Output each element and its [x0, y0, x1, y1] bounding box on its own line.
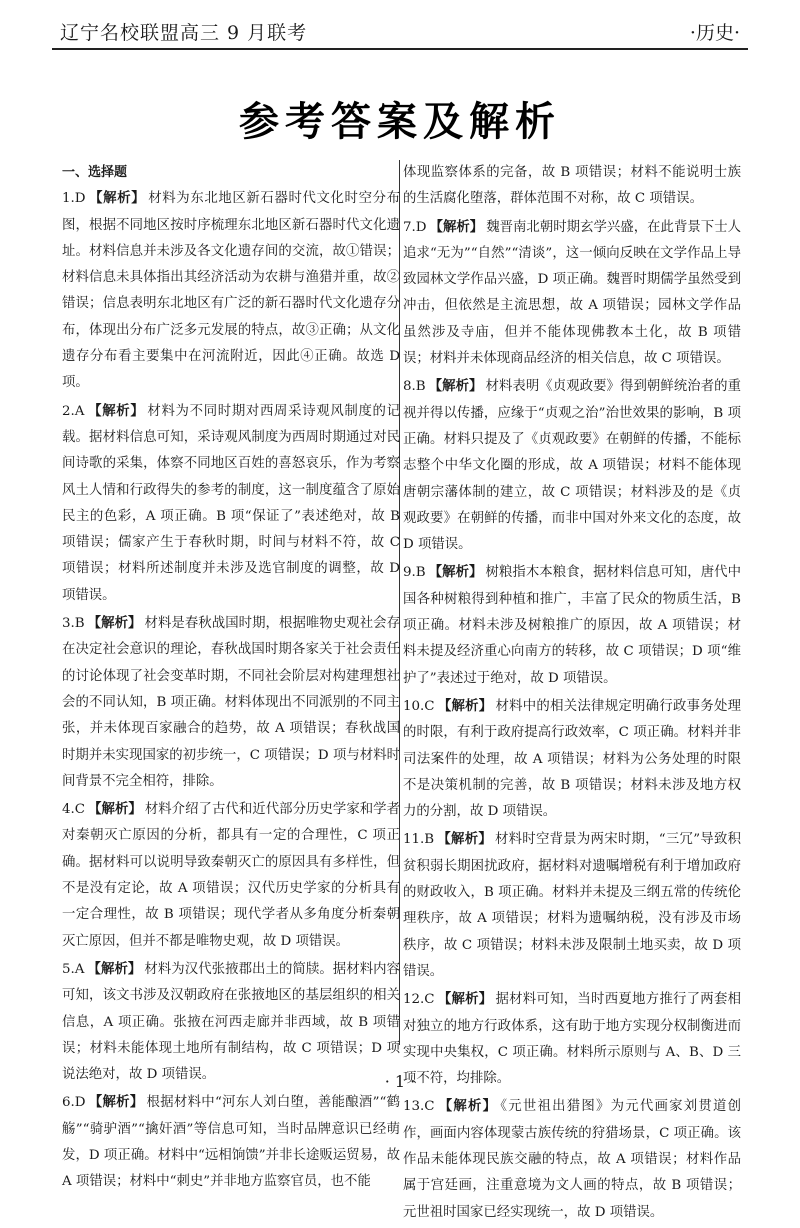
answer-number: 9.B [403, 565, 426, 581]
answer-text: 《元世祖出猎图》为元代画家刘贯道创作，画面内容体现蒙古族传统的狩猎场景，C 项正确。该作品未能体现民族交融的特点，故 A 项错误；材料作品属于宫廷画，注重意境为文人画的特点，故 B 项错误；元世祖时国家已经实现统一，故 D 项错误。 [403, 1099, 741, 1220]
analysis-tag: 【解析】 [88, 802, 142, 818]
answer-text: 材料表明《贞观政要》得到朝鲜统治者的重视并得以传播，应缘于“贞观之治”治世效果的影响，B 项正确。材料只提及了《贞观政要》在朝鲜的传播，不能标志整个中华文化圈的形成，故 A 项错误；材料不能体现唐朝宗藩体制的建立，故 C 项错误；材料涉及的是《贞观政要》在朝鲜的传播，而非中国对外来文化的态度，故 D 项错误。 [403, 379, 742, 553]
answer-item-3 [62, 611, 400, 795]
analysis-tag: 【解析】 [437, 1099, 498, 1115]
answer-text: 魏晋南北朝时期玄学兴盛，在此背景下士人追求“无为”“自然”“清谈”，这一倾向反映在文学作品上导致园林文学作品兴盛，D 项正确。魏晋时期儒学虽然受到冲击，但依然是主流思想，故 A 项错误；园林文学作品虽然涉及寺庙，但并不能体现佛教本土化，故 B 项错误；材料并未体现商品经济的相关信息，故 C 项错误。 [403, 219, 741, 367]
analysis-tag: 【解析】 [437, 992, 493, 1008]
answer-item-8 [403, 374, 741, 558]
analysis-tag: 【解析】 [437, 832, 492, 848]
subject-label: ·历史· [689, 22, 740, 44]
answer-item-5 [62, 957, 400, 1088]
section-heading: 一、选择题 [62, 165, 128, 180]
analysis-tag: 【解析】 [87, 961, 142, 977]
analysis-tag: 【解析】 [429, 219, 484, 235]
answer-number: 3.B [62, 616, 85, 632]
answer-item-11 [403, 827, 741, 985]
answer-number: 10.C [403, 698, 435, 714]
page-title: 参考答案及解析 [239, 99, 561, 145]
answer-text: 材料介绍了古代和近代部分历史学家和学者对秦朝灭亡原因的分析，都具有一定的合理性，C 项正确。据材料可以说明导致秦朝灭亡的原因具有多样性，但不是没有定论，故 A 项错误；汉代历史学家的分析具有一定合理性，故 B 项错误；现代学者从多角度分析秦朝灭亡原因，但并不都是唯物史观，故 D 项错误。 [62, 802, 401, 949]
answer-text-continued: 体现监察体系的完备，故 B 项错误；材料不能说明士族的生活腐化堕落，群体范围不对称，故 C 项错误。 [403, 165, 741, 207]
answer-number: 12.C [403, 992, 435, 1008]
answer-item-4 [62, 797, 400, 955]
answer-number: 4.C [62, 802, 86, 818]
left-column [62, 160, 400, 1198]
analysis-tag: 【解析】 [88, 1095, 144, 1111]
analysis-tag: 【解析】 [87, 616, 142, 632]
page-number: · 1 · [384, 1072, 416, 1091]
answer-text: 材料为东北地区新石器时代文化时空分布图，根据不同地区按时序梳理东北地区新石器时代文化遗址。材料信息并未涉及各文化遗存间的交流，故①错误；材料信息未具体指出其经济活动为农耕与渔猎并重，故②错误；信息表明东北地区有广泛的新石器时代文化遗存分布，体现出分布广泛多元发展的特点，故③正确；从文化遗存分布看主要集中在河流附近，因此④正确。故选 D 项。 [62, 191, 401, 391]
answer-number: 7.D [403, 219, 427, 235]
analysis-tag: 【解析】 [87, 403, 145, 419]
analysis-tag: 【解析】 [88, 191, 146, 207]
answer-item-9 [403, 560, 741, 691]
answer-number: 13.C [403, 1099, 435, 1115]
analysis-tag: 【解析】 [428, 379, 483, 395]
answer-text: 据材料可知，当时西夏地方推行了两套相对独立的地方行政体系，这有助于地方实现分权制衡进而实现中央集权，C 项正确。材料所示原则与 A、B、D 三项不符，均排除。 [403, 992, 742, 1087]
page-header [52, 10, 748, 50]
answer-text: 材料时空背景为两宋时期，“三冗”导致积贫积弱长期困扰政府，据材料对遗嘱增税有利于增加政府的财政收入，B 项正确。材料并未提及三纲五常的传统伦理秩序，故 A 项错误；材料为遗嘱纳税，没有涉及市场秩序，故 C 项错误；材料未涉及限制土地买卖，故 D 项错误。 [403, 832, 741, 979]
exam-title: 辽宁名校联盟高三 9 月联考 [60, 22, 308, 44]
answer-number: 2.A [62, 403, 85, 419]
answer-item-10 [403, 694, 741, 825]
answer-number: 1.D [62, 191, 86, 207]
answer-number: 6.D [62, 1095, 86, 1111]
answer-text: 根据材料中“河东人刘白堕，善能酿酒”“鹤觞”“骑驴酒”“擒奸酒”等信息可知，当时品牌意识已经萌发，D 项正确。材料中“远相饷馈”并非长途贩运贸易，故 A 项错误；材料中“刺史”并非地方监察官员，也不能 [62, 1095, 400, 1190]
right-column [403, 160, 741, 1228]
answer-item-1 [62, 186, 400, 396]
answer-item-7 [403, 215, 741, 373]
answer-item-13 [403, 1094, 741, 1225]
answer-number: 11.B [403, 832, 435, 848]
answer-text: 材料是春秋战国时期，根据唯物史观社会存在决定社会意识的理论，春秋战国时期各家关于社会责任的讨论体现了社会变革时期，不同社会阶层对构建理想社会的不同认知，B 项正确。材料体现出不同派别的不同主张，并未体现百家融合的趋势，故 A 项错误；春秋战国时期并未实现国家的初步统一，C 项错误；D 项与材料时间背景不完全相符，排除。 [62, 616, 401, 789]
answer-text: 树粮指木本粮食，据材料信息可知，唐代中国各种树粮得到种植和推广，丰富了民众的物质生活，B 项正确。材料未涉及树粮推广的原因，故 A 项错误；材料未提及经济重心向南方的转移，故 C 项错误；D 项“维护了”表述过于绝对，故 D 项错误。 [403, 565, 742, 686]
answer-item-6 [62, 1090, 400, 1195]
answer-text: 材料中的相关法律规定明确行政事务处理的时限，有利于政府提高行政效率，C 项正确。材料并非司法案件的处理，故 A 项错误；材料为公务处理的时限不是决策机制的完善，故 B 项错误；材料未涉及地方权力的分割，故 D 项错误。 [403, 698, 742, 820]
answer-text: 材料为汉代张掖郡出土的简牍。据材料内容可知，该文书涉及汉朝政府在张掖地区的基层组织的相关信息，A 项正确。张掖在河西走廊并非西域，故 B 项错误；材料未能体现土地所有制结构，故 C 项错误；D 项说法绝对，故 D 项错误。 [62, 961, 401, 1083]
answer-number: 8.B [403, 379, 426, 395]
answer-item-2 [62, 399, 400, 609]
answer-number: 5.A [62, 961, 85, 977]
answer-text: 材料为不同时期对西周采诗观风制度的记载。据材料信息可知，采诗观风制度为西周时期通过对民间诗歌的采集，体察不同地区百姓的喜怒哀乐，作为考察风土人情和行政得失的参考的制度，这一制度蕴含了原始民主的色彩，A 项正确。B 项“保证了”表述绝对，故 B 项错误；儒家产生于春秋时期，时间与材料不符，故 C 项错误；材料所述制度并未涉及选官制度的调整，故 D 项错误。 [62, 403, 401, 603]
analysis-tag: 【解析】 [437, 698, 493, 714]
analysis-tag: 【解析】 [428, 565, 483, 581]
answer-item-6-continued [403, 160, 741, 213]
